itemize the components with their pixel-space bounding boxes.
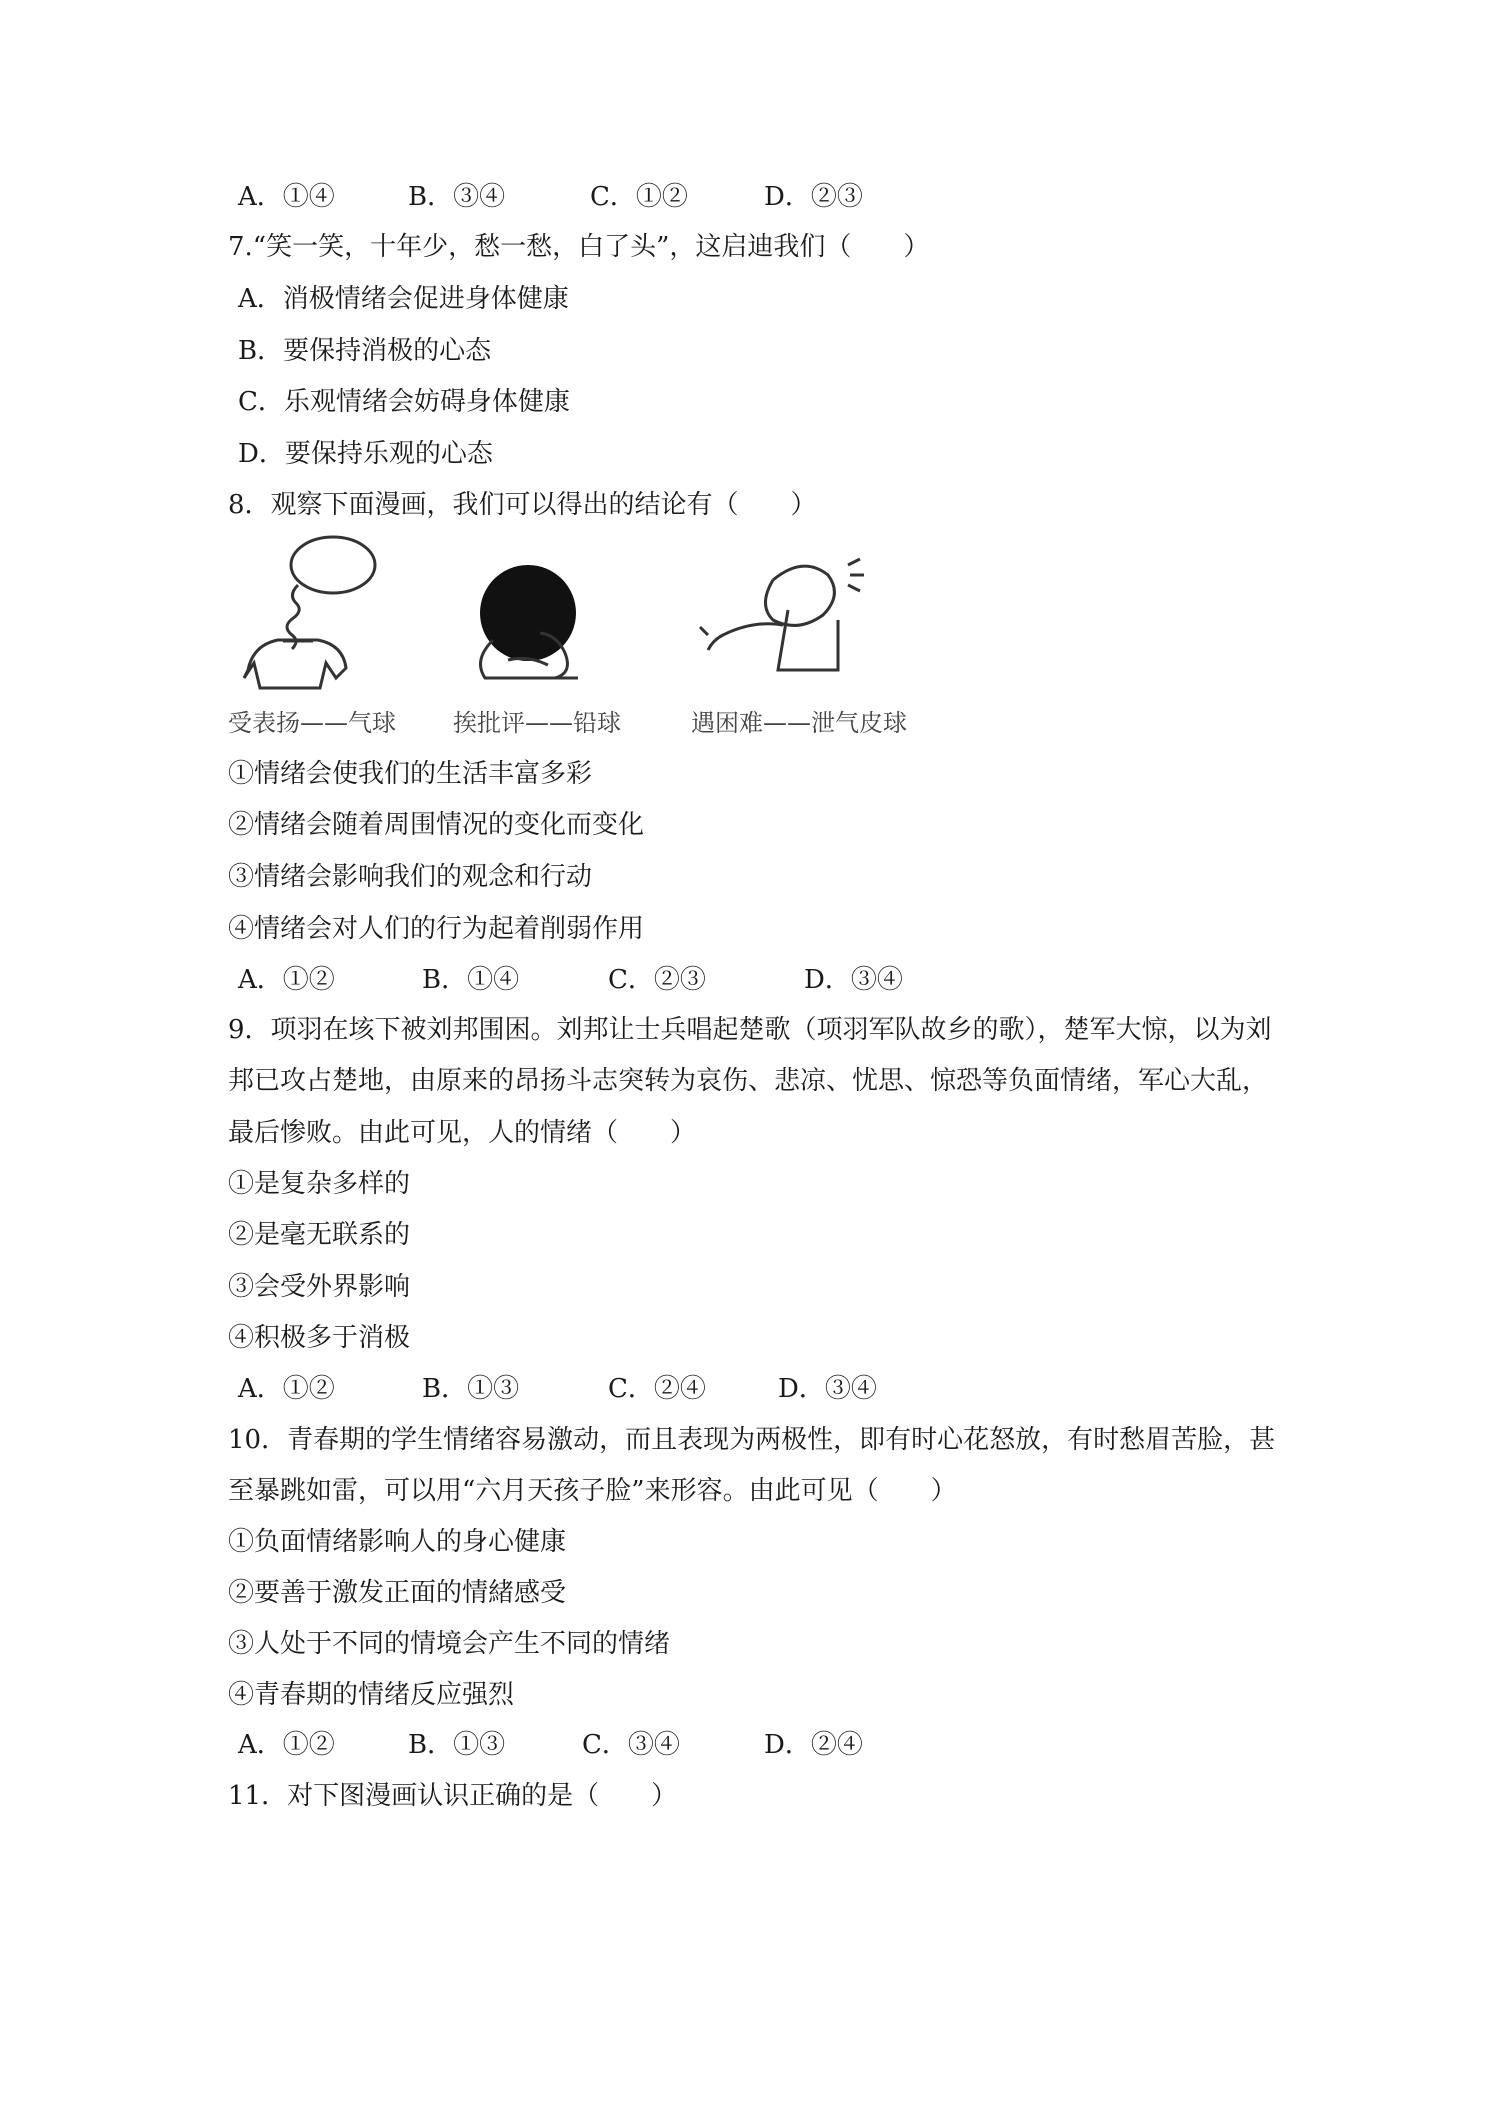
q10-stem-line-1: 10．青春期的学生情绪容易激动，而且表现为两极性，即有时心花怒放，有时愁眉苦脸，甚 xyxy=(228,1425,1276,1455)
q10-statement-3: ③人处于不同的情境会产生不同的情绪 xyxy=(228,1629,671,1659)
q8-stem: 8．观察下面漫画，我们可以得出的结论有（ ） xyxy=(228,490,817,520)
option-a[interactable]: A．①② xyxy=(238,1730,335,1760)
q9-stem-line-1: 9．项羽在垓下被刘邦围困。刘邦让士兵唱起楚歌（项羽军队故乡的歌），楚军大惊，以为刘 xyxy=(228,1015,1272,1045)
q7-option-c[interactable]: C．乐观情绪会妨碍身体健康 xyxy=(238,387,570,417)
option-b[interactable]: B．①③ xyxy=(408,1730,506,1760)
q9-statement-2: ②是毫无联系的 xyxy=(228,1220,411,1250)
q10-statement-4: ④青春期的情绪反应强烈 xyxy=(228,1680,515,1710)
q10-statement-2: ②要善于激发正面的情緒感受 xyxy=(228,1578,567,1608)
leadball-figure xyxy=(480,565,578,678)
q8-statement-4: ④情绪会对人们的行为起着削弱作用 xyxy=(228,914,645,944)
option-b[interactable]: B．③④ xyxy=(408,182,506,212)
option-c[interactable]: C．②④ xyxy=(608,1374,706,1404)
q10-statement-1: ①负面情绪影响人的身心健康 xyxy=(228,1527,567,1557)
option-c[interactable]: C．①② xyxy=(590,182,688,212)
q9-stem-line-2: 邦已攻占楚地，由原来的昂扬斗志突转为哀伤、悲凉、忧思、惊恐等负面情绪，军心大乱， xyxy=(228,1066,1269,1096)
option-d[interactable]: D．②④ xyxy=(764,1730,863,1760)
q8-statement-2: ②情绪会随着周围情况的变化而变化 xyxy=(228,810,645,840)
option-d[interactable]: D．③④ xyxy=(804,965,903,995)
q8-statement-3: ③情绪会影响我们的观念和行动 xyxy=(228,862,593,892)
comic-caption-difficulty: 遇困难——泄气皮球 xyxy=(691,709,907,737)
comic-caption-criticism: 挨批评——铅球 xyxy=(453,709,621,737)
q7-option-d[interactable]: D．要保持乐观的心态 xyxy=(238,439,493,469)
option-d[interactable]: D．③④ xyxy=(778,1374,877,1404)
option-a[interactable]: A．①② xyxy=(238,1374,335,1404)
option-b[interactable]: B．①④ xyxy=(422,965,520,995)
q8-statement-1: ①情绪会使我们的生活丰富多彩 xyxy=(228,759,593,789)
q9-statement-4: ④积极多于消极 xyxy=(228,1323,411,1353)
q7-option-b[interactable]: B．要保持消极的心态 xyxy=(238,336,492,366)
q9-stem-line-3: 最后惨败。由此可见，人的情绪（ ） xyxy=(228,1118,697,1148)
comic-caption-praise: 受表扬——气球 xyxy=(228,709,396,737)
option-d[interactable]: D．②③ xyxy=(764,182,863,212)
q7-stem: 7.“笑一笑，十年少，愁一愁，白了头”，这启迪我们（ ） xyxy=(228,232,930,262)
option-c[interactable]: C．②③ xyxy=(608,965,706,995)
option-a[interactable]: A．①② xyxy=(238,965,335,995)
q7-option-a[interactable]: A．消极情绪会促进身体健康 xyxy=(238,284,569,314)
comic-figures xyxy=(228,535,928,700)
q10-stem-line-2: 至暴跳如雷，可以用“六月天孩子脸”来形容。由此可见（ ） xyxy=(228,1476,957,1506)
option-a[interactable]: A．①④ xyxy=(238,182,335,212)
option-c[interactable]: C．③④ xyxy=(582,1730,680,1760)
deflated-ball-figure xyxy=(700,559,864,670)
balloon-figure xyxy=(244,537,375,688)
q11-stem: 11．对下图漫画认识正确的是（ ） xyxy=(228,1781,678,1811)
q9-statement-3: ③会受外界影响 xyxy=(228,1272,411,1302)
q9-statement-1: ①是复杂多样的 xyxy=(228,1169,411,1199)
q8-comic xyxy=(228,535,928,735)
option-b[interactable]: B．①③ xyxy=(422,1374,520,1404)
